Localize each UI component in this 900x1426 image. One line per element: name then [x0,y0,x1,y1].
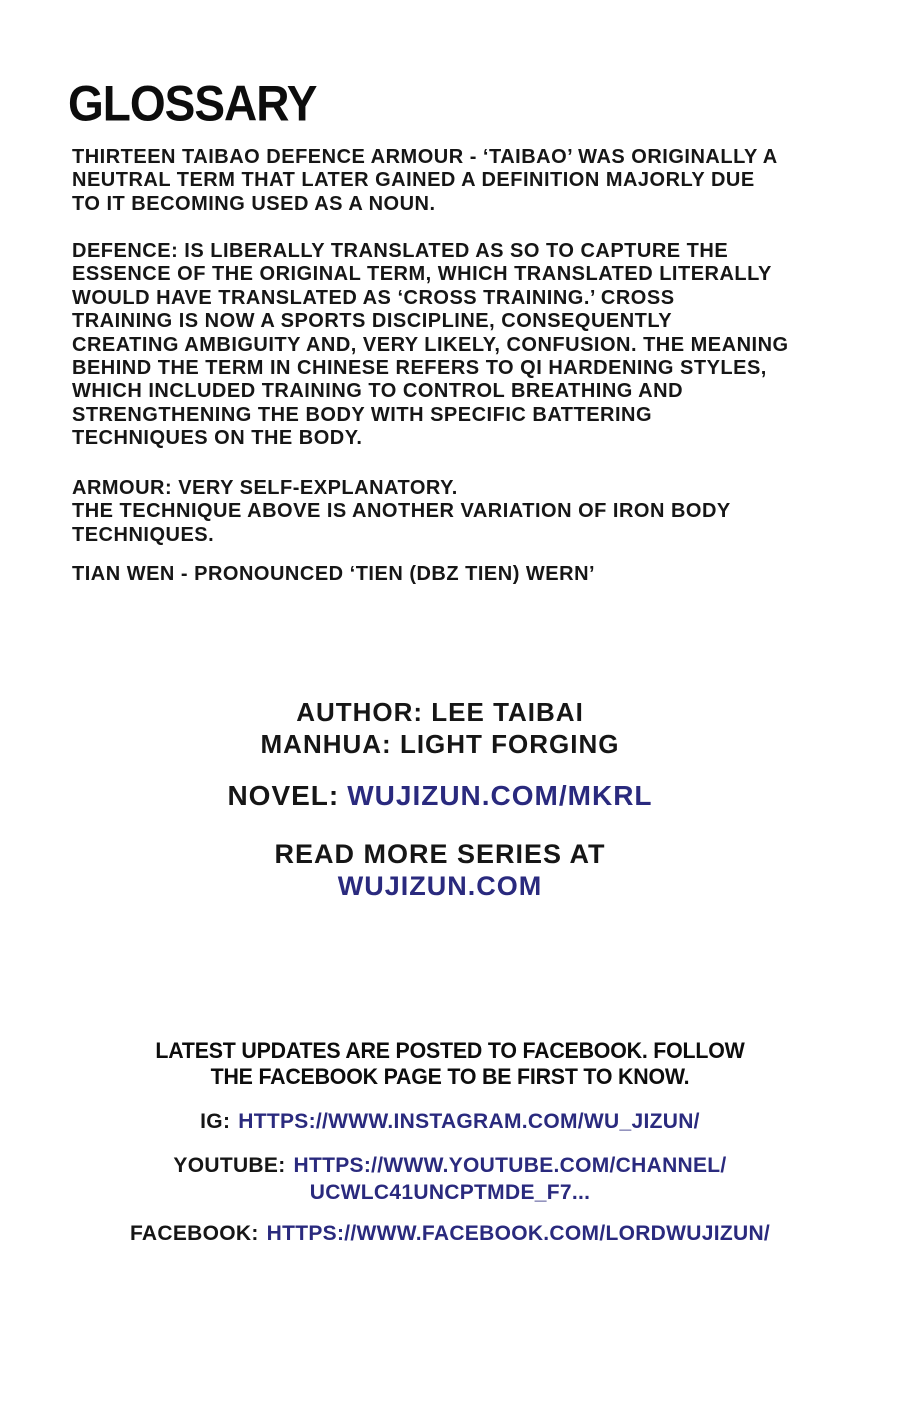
manhua-line: MANHUA: LIGHT FORGING [260,729,620,759]
instagram-line [0,1108,900,1135]
youtube-label: YOUTUBE: [173,1154,286,1177]
wujizun-url-link[interactable]: WUJIZUN.COM [337,871,543,901]
author-line: AUTHOR: LEE TAIBAI [296,697,584,727]
glossary-paragraph-taibao: THIRTEEN TAIBAO DEFENCE ARMOUR - ‘TAIBAO’ WAS ORIGINALLY A NEUTRAL TERM THAT LATER GAINED A DEFINITION MAJORLY DUE TO IT BECOMING USED AS A NOUN. [72,146,778,215]
page-title: GLOSSARY [68,75,317,132]
novel-line [0,780,880,812]
youtube-line [0,1152,900,1206]
instagram-label: IG: [200,1110,231,1133]
read-more-text: READ MORE SERIES AT [274,839,606,869]
facebook-notice: LATEST UPDATES ARE POSTED TO FACEBOOK. FOLLOW THE FACEBOOK PAGE TO BE FIRST TO KNOW. [155,1038,745,1089]
read-more-block [0,838,880,902]
instagram-url-link[interactable]: HTTPS://WWW.INSTAGRAM.COM/WU_JIZUN/ [238,1110,700,1133]
glossary-paragraph-tian-wen: TIAN WEN - PRONOUNCED ‘TIEN (DBZ TIEN) WERN’ [72,563,596,585]
youtube-url-link-continued[interactable]: UCWLC41UNCPTMDE_F7... [309,1181,591,1204]
glossary-paragraph-defence: DEFENCE: IS LIBERALLY TRANSLATED AS SO TO CAPTURE THE ESSENCE OF THE ORIGINAL TERM, WHICH TRANSLATED LITERALLY WOULD HAVE TRANSLATED AS ‘CROSS TRAINING.’ CROSS TRAINING IS NOW A SPORTS DISCIPLINE, CONSEQUENTLY CREATING AMBIGUITY AND, VERY LIKELY, CONFUSION. THE MEANING BEHIND THE TERM IN CHINESE REFERS TO QI HARDENING STYLES, WHICH INCLUDED TRAINING TO CONTROL BREATHING AND STRENGTHENING THE BODY WITH SPECIFIC BATTERING TECHNIQUES ON THE BODY. [72,240,789,450]
facebook-url-link[interactable]: HTTPS://WWW.FACEBOOK.COM/LORDWUJIZUN/ [266,1222,771,1245]
novel-url-link[interactable]: WUJIZUN.COM/MKRL [347,780,653,811]
youtube-url-link[interactable]: HTTPS://WWW.YOUTUBE.COM/CHANNEL/ [293,1154,727,1177]
glossary-paragraph-armour: ARMOUR: VERY SELF-EXPLANATORY. THE TECHNIQUE ABOVE IS ANOTHER VARIATION OF IRON BODY TECHNIQUES. [72,477,731,546]
facebook-label: FACEBOOK: [129,1222,259,1245]
credits-block [0,696,880,760]
novel-label: NOVEL: [227,780,340,811]
facebook-line [0,1220,900,1247]
